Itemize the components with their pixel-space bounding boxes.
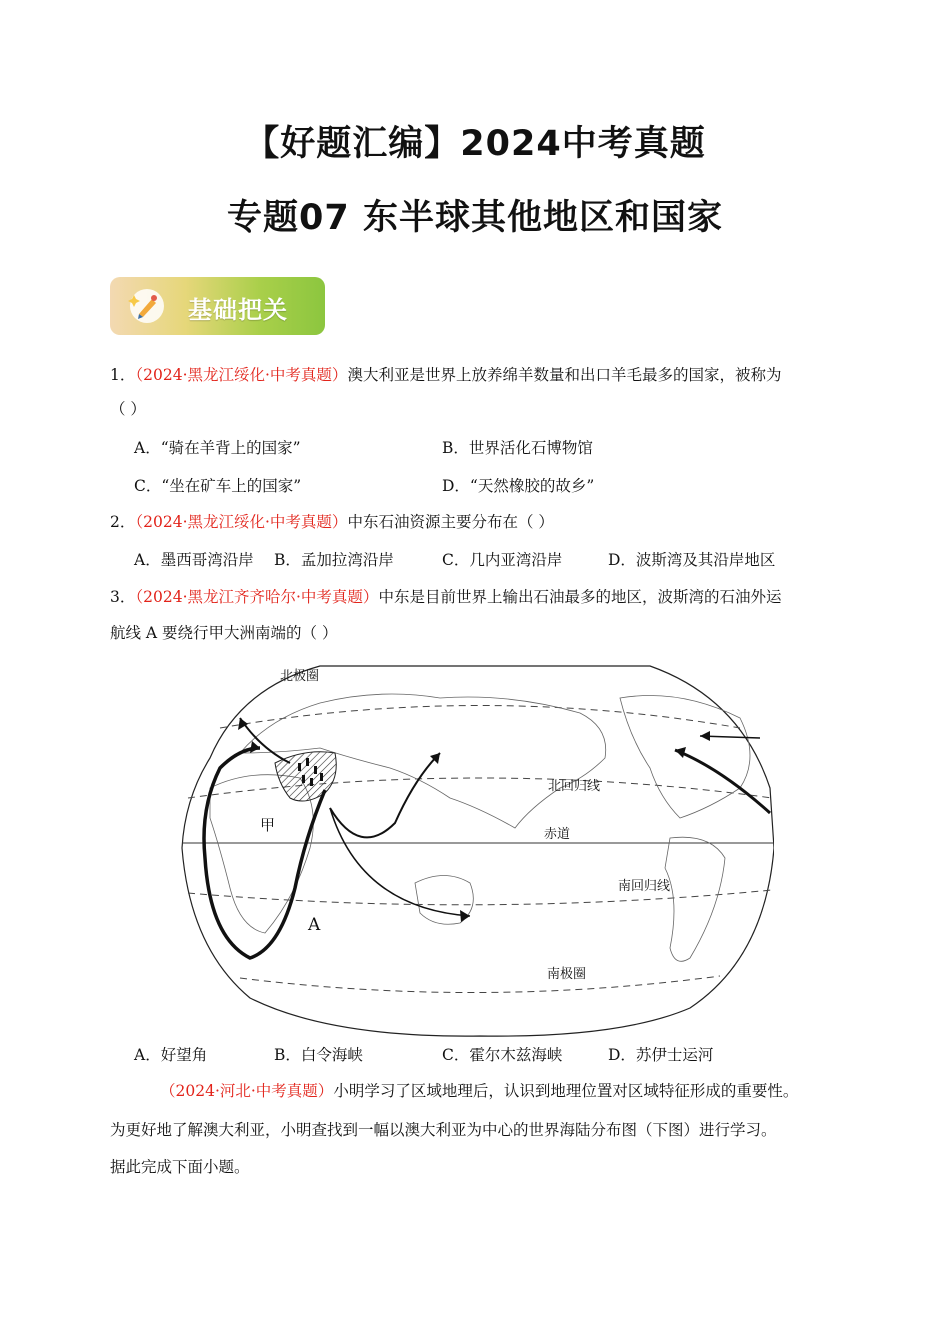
label-arctic: 北极圈 [280, 669, 320, 684]
question-source: （2024·河北·中考真题） [160, 1082, 334, 1100]
pen-icon [128, 287, 166, 325]
question-source: （2024·黑龙江绥化·中考真题） [135, 513, 348, 531]
question-stem: 中东石油资源主要分布在（ ） [347, 513, 554, 531]
document-title-line1: 【好题汇编】2024中考真题 [244, 124, 706, 164]
q2-option-b: B．孟加拉湾沿岸 [274, 551, 394, 569]
q1-option-b: B．世界活化石博物馆 [442, 439, 593, 457]
q1-option-c: C．“坐在矿车上的国家” [134, 477, 302, 495]
section-badge [110, 277, 325, 335]
question-2-line1 [110, 511, 554, 533]
question-1-line1 [110, 364, 781, 386]
q2-option-d: D．波斯湾及其沿岸地区 [608, 551, 776, 569]
q1-option-d: D．“天然橡胶的故乡” [442, 477, 595, 495]
document-title-line2: 专题07 东半球其他地区和国家 [227, 198, 723, 238]
q2-option-c: C．几内亚湾沿岸 [442, 551, 563, 569]
answer-blank: （ ） [110, 400, 146, 418]
question-3-line1 [110, 586, 781, 608]
question-number: 3． [110, 588, 136, 606]
label-tropic-south: 南回归线 [618, 879, 671, 894]
question-stem: 澳大利亚是世界上放养绵羊数量和出口羊毛最多的国家，被称为 [347, 366, 782, 384]
label-tropic-north: 北回归线 [548, 779, 601, 794]
q3-option-d: D．苏伊士运河 [608, 1046, 714, 1064]
label-continent: 甲 [260, 816, 276, 834]
question-number: 2． [110, 513, 136, 531]
q1-option-a: A．“骑在羊背上的国家” [134, 439, 301, 457]
label-equator: 赤道 [544, 827, 571, 842]
q3-option-a: A．好望角 [134, 1046, 208, 1064]
question-source: （2024·黑龙江齐齐哈尔·中考真题） [135, 588, 379, 606]
question-number: 1． [110, 366, 136, 384]
passage-line3: 据此完成下面小题。 [110, 1158, 250, 1176]
question-source: （2024·黑龙江绥化·中考真题） [135, 366, 348, 384]
question-stem: 中东是目前世界上输出石油最多的地区，波斯湾的石油外运 [378, 588, 782, 606]
label-route: A [308, 915, 321, 935]
q3-option-c: C．霍尔木兹海峡 [442, 1046, 563, 1064]
world-map [180, 658, 774, 1038]
passage-line2: 为更好地了解澳大利亚，小明查找到一幅以澳大利亚为中心的世界海陆分布图（下图）进行学习。 [110, 1121, 777, 1139]
passage-text: 小明学习了区域地理后，认识到地理位置对区域特征形成的重要性。 [333, 1082, 799, 1100]
question-3-line2: 航线 A 要绕行甲大洲南端的（ ） [110, 624, 338, 642]
label-antarctic: 南极圈 [547, 967, 587, 982]
passage-line1 [160, 1080, 798, 1102]
section-label: 基础把关 [188, 296, 288, 324]
q2-option-a: A．墨西哥湾沿岸 [134, 551, 254, 569]
q3-option-b: B．白令海峡 [274, 1046, 363, 1064]
